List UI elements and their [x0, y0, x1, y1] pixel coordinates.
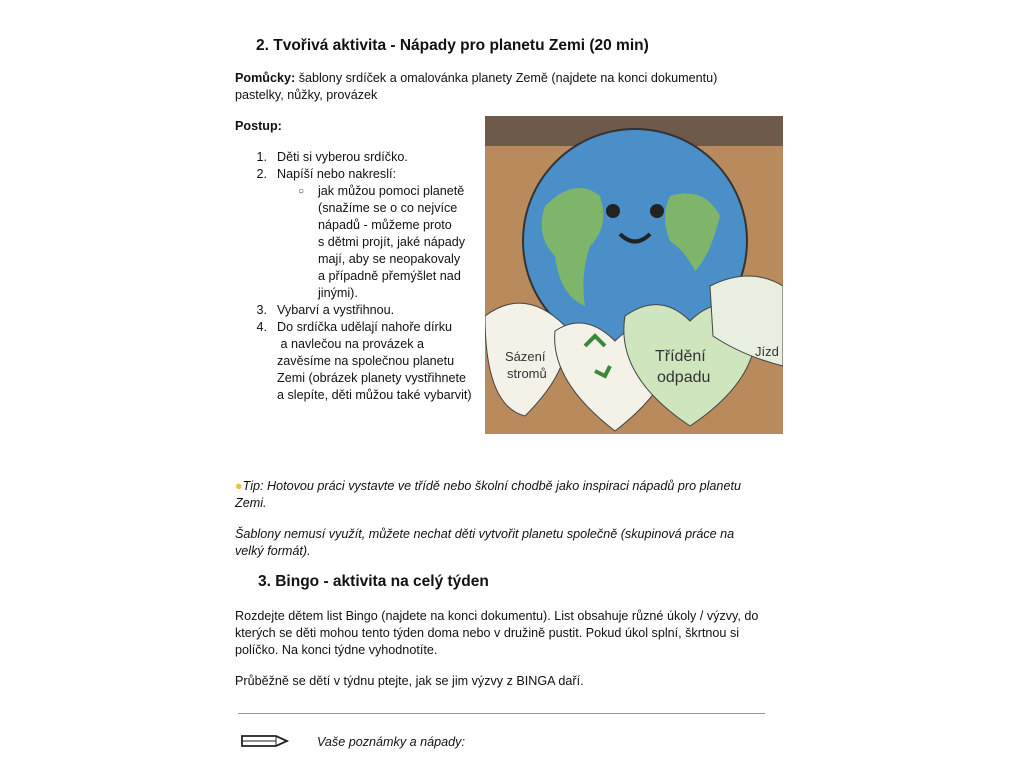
templates-note [235, 526, 734, 560]
tip [235, 478, 741, 512]
step-line: Do srdíčka udělají nahoře dírku [277, 320, 453, 334]
paragraph-line: políčko. Na konci týdne vyhodnotíte. [235, 643, 438, 657]
step-line: a slepíte, děti můžou také vybarvit) [277, 388, 472, 402]
notes-label: Vaše poznámky a nápady: [317, 735, 465, 749]
step-number: 1. [256, 150, 267, 164]
tip-text: Tip: Hotovou práci vystavte ve třídě nebo školní chodbě jako inspiraci nápadů pro planetu [242, 479, 741, 493]
step-number: 4. [256, 320, 267, 334]
pencil-icon [240, 733, 290, 749]
photo-label: stromů [507, 366, 547, 381]
circle-bullet-icon: ○ [298, 186, 305, 197]
sub-line: jinými). [318, 286, 358, 300]
sub-line: jak můžou pomoci planetě [318, 184, 465, 198]
sub-item [245, 183, 472, 302]
earth-craft-photo [485, 116, 783, 434]
lightbulb-icon: ● [235, 479, 243, 493]
materials [235, 70, 717, 104]
section-2-heading: 2. Tvořivá aktivita - Nápady pro planetu Zemi (20 min) [256, 37, 649, 54]
materials-text: šablony srdíček a omalovánka planety Země (najdete na konci dokumentu) [295, 71, 718, 85]
step-text: Napíší nebo nakreslí: [277, 167, 397, 181]
procedure-label: Postup: [235, 119, 282, 133]
step-text: Vybarví a vystřihnou. [277, 303, 395, 317]
sub-line: mají, aby se neopakovaly [318, 252, 461, 266]
templates-text: Šablony nemusí využít, můžete nechat děti vytvořit planetu společně (skupinová práce na [235, 527, 735, 541]
sub-line: (snažíme se o co nejvíce [318, 201, 458, 215]
sub-line: a případně přemýšlet nad [318, 269, 461, 283]
step-number: 2. [256, 167, 267, 181]
step-line: a navlečou na provázek a [277, 337, 425, 351]
materials-text-2: pastelky, nůžky, provázek [235, 88, 378, 102]
paragraph-line: kterých se děti mohou tento týden doma nebo v družině pustit. Pokud úkol splní, škrtnou si [235, 626, 740, 640]
photo-label: odpadu [657, 369, 711, 386]
step-1 [245, 149, 472, 166]
divider [238, 713, 765, 714]
step-number: 3. [256, 303, 267, 317]
sub-line: s dětmi projít, jaké nápady [318, 235, 466, 249]
step-line: zavěsíme na společnou planetu [277, 354, 455, 368]
bingo-paragraph [235, 608, 758, 659]
templates-text-2: velký formát). [235, 544, 311, 558]
photo-label: Sázení [505, 349, 546, 364]
section-3-heading: 3. Bingo - aktivita na celý týden [258, 573, 489, 590]
step-line: Zemi (obrázek planety vystřihnete [277, 371, 466, 385]
paragraph-line: Rozdejte dětem list Bingo (najdete na konci dokumentu). List obsahuje různé úkoly / výzvy, do [235, 609, 759, 623]
step-text: Děti si vyberou srdíčko. [277, 150, 408, 164]
procedure-list [245, 149, 472, 404]
sub-line: nápadů - můžeme proto [318, 218, 452, 232]
step-3 [245, 302, 472, 319]
materials-label: Pomůcky: [235, 71, 296, 85]
photo-label: Jízd [755, 344, 779, 359]
tip-text-2: Zemi. [235, 496, 267, 510]
photo-label: Třídění [655, 348, 706, 365]
bingo-paragraph-2: Průběžně se dětí v týdnu ptejte, jak se jim výzvy z BINGA daří. [235, 674, 584, 688]
step-4 [245, 319, 472, 404]
step-2 [245, 166, 472, 183]
